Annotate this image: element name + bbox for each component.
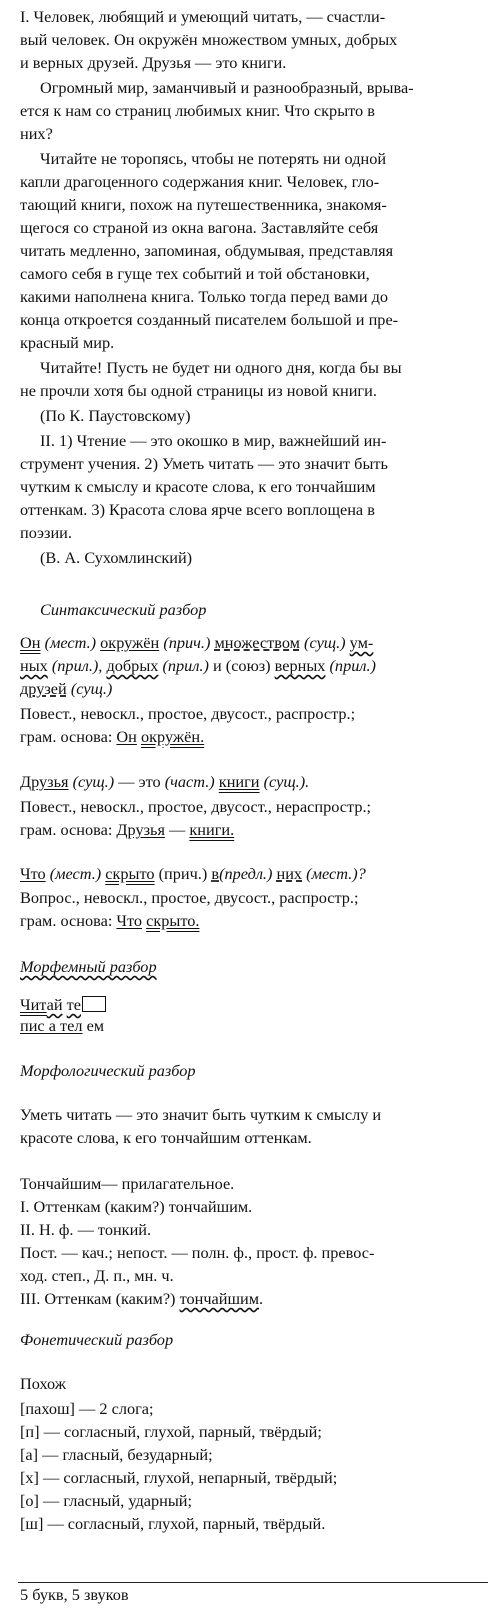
- pos-tag: (предл.): [219, 864, 273, 883]
- text-line: оттенкам. 3) Красота слова ярче всего воплощена в: [20, 500, 375, 519]
- phonetic-summary: 5 букв, 5 звуков: [20, 1585, 129, 1604]
- text-line: и верных друзей. Друзья — это книги.: [20, 53, 287, 72]
- pos-tag: (мест.): [49, 864, 102, 883]
- predicate-word: книги: [218, 772, 260, 791]
- phonetic-line: [о] — гласный, ударный;: [20, 1491, 192, 1510]
- parsed-sentence-line: [20, 631, 373, 654]
- text-line: красоте слова, к его тончайшим оттенкам.: [20, 1128, 312, 1147]
- section-heading-syntax: Синтаксический разбор: [40, 600, 207, 619]
- section-heading-phonetic: Фонетический разбор: [20, 1330, 174, 1349]
- pos-tag: (прич.): [163, 633, 211, 652]
- section-heading-morphemic: [20, 955, 157, 978]
- object-word: них: [276, 864, 303, 883]
- text-line: самого себя в гуще тех событий и той обстановки,: [20, 264, 370, 283]
- phonetic-line: [ш] — согласный, глухой, парный, твёрдый.: [20, 1514, 326, 1533]
- grammar-base-line: [20, 725, 204, 748]
- grammar-base-predicate: окружён.: [140, 727, 205, 746]
- pos-tag: (сущ.): [70, 679, 113, 698]
- text-line: Огромный мир, заманчивый и разнообразный, врыва-: [40, 78, 414, 97]
- text-line: капли драгоценного содержания книг. Человек, гло-: [20, 172, 380, 191]
- text-line: читать медленно, запоминая, обдумывая, представляя: [20, 241, 394, 260]
- predicate-word: окружён: [100, 633, 160, 652]
- attribution: (В. А. Сухомлинский): [40, 548, 193, 567]
- pos-tag: (прил.),: [51, 656, 103, 675]
- ending-segment: ем: [86, 1016, 105, 1035]
- suffix-segment: ай: [46, 995, 63, 1014]
- sentence-description: Повест., невоскл., простое, двусост., нераспростр.;: [20, 797, 372, 816]
- text-line: [20, 1287, 263, 1310]
- subject-word: Друзья: [20, 772, 69, 791]
- phonetic-line: [п] — согласный, глухой, парный, твёрдый;: [20, 1422, 322, 1441]
- text-line: I. Человек, любящий и умеющий читать, — счастли-: [20, 7, 386, 26]
- pos-tag: (мест.): [44, 633, 97, 652]
- subject-word: Что: [20, 864, 46, 883]
- parsed-sentence-line: [20, 770, 309, 793]
- pos-tag: (прич.): [158, 864, 208, 883]
- sentence-description: Повест., невоскл., простое, двусост., распростр.;: [20, 704, 356, 723]
- attribute-word: верных: [274, 656, 326, 675]
- grammar-base-label: грам. основа:: [20, 911, 113, 930]
- text-line: I. Оттенкам (каким?) тончайшим.: [20, 1197, 253, 1216]
- grammar-base-line: [20, 909, 199, 932]
- text-fragment: III. Оттенкам (каким?): [20, 1289, 176, 1308]
- attribution: (По К. Паустовскому): [40, 406, 191, 425]
- object-word: множеством: [214, 633, 300, 652]
- text-line: II. Н. ф. — тонкий.: [20, 1220, 152, 1239]
- text-line: ется к нам со страниц любимых книг. Что скрыто в: [20, 101, 375, 120]
- pos-tag: (прил.): [162, 656, 209, 675]
- grammar-base-line: [20, 818, 234, 841]
- text-line: вый человек. Он окружён множеством умных, добрых: [20, 30, 398, 49]
- text-line: щегося со страной из окна вагона. Заставляйте себя: [20, 218, 379, 237]
- pos-tag: (сущ.): [72, 772, 115, 791]
- section-heading-morphological: Морфологический разбор: [20, 1061, 196, 1080]
- grammar-base-predicate: книги.: [189, 820, 235, 839]
- grammar-base-subject: Что: [116, 911, 143, 930]
- subject-word: Он: [20, 633, 41, 652]
- text-line: чутким к смыслу и красоте слова, к его тончайшим: [20, 477, 376, 496]
- ending-box: [82, 996, 106, 1012]
- pos-tag: (част.): [164, 772, 215, 791]
- stem-segment: пис а тел: [20, 1016, 83, 1035]
- phonetic-line: [а] — гласный, безударный;: [20, 1445, 213, 1464]
- phonetic-line: [х] — согласный, глухой, непарный, твёрдый;: [20, 1468, 338, 1487]
- text-line: ход. степ., Д. п., мн. ч.: [20, 1266, 174, 1285]
- text-line: красный мир.: [20, 333, 115, 352]
- pos-tag: (мест.)?: [306, 864, 366, 883]
- grammar-base-label: грам. основа:: [20, 727, 113, 746]
- preposition-word: в: [211, 864, 220, 883]
- attribute-word: ум-: [349, 633, 374, 652]
- phonetic-line: [пахош] — 2 слога;: [20, 1399, 154, 1418]
- text-line: Читайте не торопясь, чтобы не потерять ни одной: [40, 149, 387, 168]
- text-line: II. 1) Чтение — это окошко в мир, важнейший ин-: [40, 431, 387, 450]
- parsed-sentence-line: [20, 654, 376, 677]
- conjunction: и (союз): [213, 656, 271, 675]
- pos-tag: (прил.): [329, 656, 376, 675]
- grammar-base-predicate: скрыто.: [146, 911, 200, 930]
- sentence-description: Вопрос., невоскл., простое, двусост., распростр.;: [20, 888, 359, 907]
- grammar-base-subject: Он: [116, 727, 137, 746]
- text-line: какими наполнена книга. Только тогда перед вами до: [20, 287, 389, 306]
- heading-text: Морфемный разбор: [20, 957, 157, 976]
- pos-tag: (сущ.).: [263, 772, 310, 791]
- parsed-sentence-line: [20, 862, 366, 885]
- attribute-word: ных: [20, 656, 48, 675]
- attribute-word: добрых: [106, 656, 159, 675]
- text-line: не прочли хотя бы одной страницы из новой книги.: [20, 381, 377, 400]
- grammar-base-dash: —: [169, 820, 186, 839]
- text-fragment: .: [259, 1289, 264, 1308]
- root-segment: Чит: [20, 995, 47, 1014]
- phonetic-word: Похож: [20, 1374, 66, 1393]
- suffix-segment: те: [66, 995, 81, 1014]
- text-line: Читайте! Пусть не будет ни одного дня, когда бы вы: [40, 358, 402, 377]
- grammar-base-subject: Друзья: [116, 820, 165, 839]
- particle: — это: [118, 772, 161, 791]
- morpheme-word-1: [20, 993, 106, 1016]
- pos-tag: (сущ.): [304, 633, 346, 652]
- predicate-word: скрыто: [105, 864, 155, 883]
- object-word: друзей: [20, 679, 67, 698]
- text-line: струмент учения. 2) Уметь читать — это значит быть: [20, 454, 388, 473]
- grammar-base-label: грам. основа:: [20, 820, 113, 839]
- attribute-word: тончайшим: [179, 1289, 259, 1308]
- parsed-sentence-line: [20, 677, 112, 700]
- text-line: конца откроется созданный писателем большой и пре-: [20, 310, 399, 329]
- text-line: поэзии.: [20, 523, 72, 542]
- text-line: Уметь читать — это значит быть чутким к смыслу и: [20, 1105, 382, 1124]
- text-line: Пост. — кач.; непост. — полн. ф., прост. ф. превос-: [20, 1243, 375, 1262]
- morpheme-word-2: [20, 1014, 104, 1037]
- text-line: тающий книги, похож на путешественника, знакомя-: [20, 195, 387, 214]
- text-line: Тончайшим— прилагательное.: [20, 1174, 235, 1193]
- text-line: них?: [20, 124, 53, 143]
